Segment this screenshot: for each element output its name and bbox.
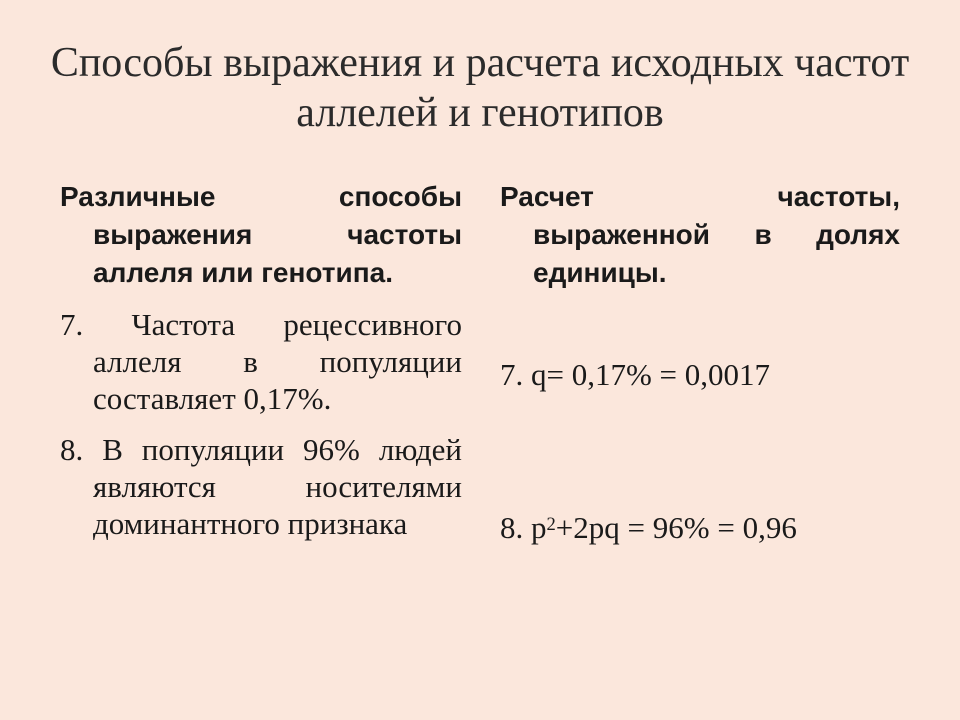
left-item-7: 7. Частота рецессивного аллеля в популяции составляет 0,17%.	[60, 307, 462, 416]
left-column	[60, 178, 462, 542]
right-column	[500, 178, 900, 545]
right-item-8-suffix: +2pq = 96% = 0,96	[555, 510, 797, 545]
left-heading: Различные способы выражения частоты аллеля или генотипа.	[60, 181, 462, 288]
right-item-8-prefix: 8. p	[500, 510, 547, 545]
right-heading: Расчет частоты, выраженной в долях единицы.	[500, 181, 900, 288]
left-item-8: 8. В популяции 96% людей являются носителями доминантного признака	[60, 432, 462, 541]
right-item-8-superscript: 2	[546, 514, 556, 535]
right-item-7: 7. q= 0,17% = 0,0017	[500, 357, 771, 392]
slide-title: Способы выражения и расчета исходных частот аллелей и генотипов	[50, 40, 910, 136]
right-item-8	[500, 506, 797, 546]
